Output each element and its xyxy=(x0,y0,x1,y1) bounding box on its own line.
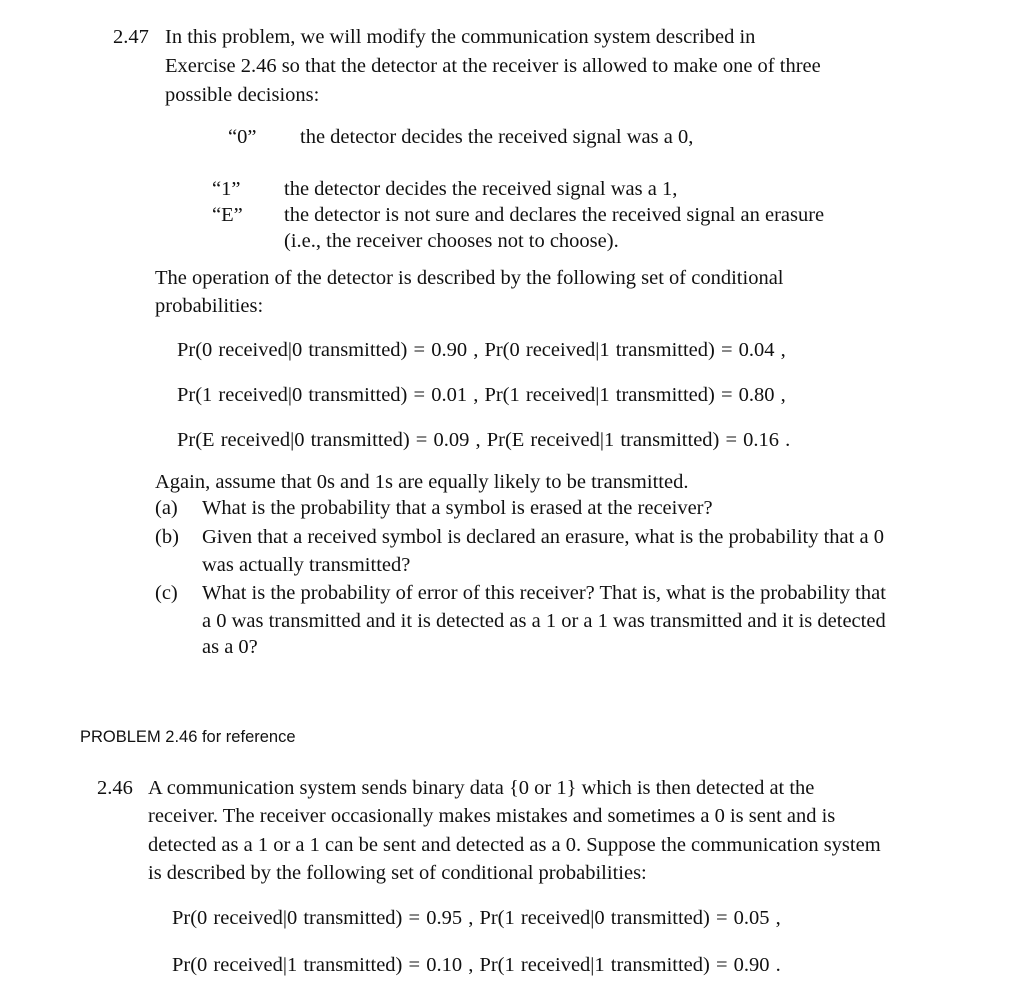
equation: Pr(0 received|1 transmitted) = 0.10 , Pr(1 received|1 transmitted) = 0.90 . xyxy=(172,954,781,976)
equation: Pr(0 received|0 transmitted) = 0.95 , Pr(1 received|0 transmitted) = 0.05 , xyxy=(172,907,781,929)
intro-line: Exercise 2.46 so that the detector at the receiver is allowed to make one of three xyxy=(165,55,821,77)
question-text: was actually transmitted? xyxy=(202,554,411,576)
equation: Pr(E received|0 transmitted) = 0.09 , Pr(E received|1 transmitted) = 0.16 . xyxy=(177,429,791,451)
problem-line: A communication system sends binary data {0 or 1} which is then detected at the xyxy=(148,777,815,799)
decision-text: the detector decides the received signal was a 0, xyxy=(300,126,694,148)
decision-continuation: (i.e., the receiver chooses not to choose). xyxy=(284,230,619,252)
question-label: (a) xyxy=(155,497,178,519)
question-text: What is the probability of error of this receiver? That is, what is the probability that xyxy=(202,582,886,604)
problem-line: detected as a 1 or a 1 can be sent and detected as a 0. Suppose the communication system xyxy=(148,834,881,856)
operation-line: The operation of the detector is described by the following set of conditional xyxy=(155,267,784,289)
operation-line: probabilities: xyxy=(155,295,264,317)
reference-heading: PROBLEM 2.46 for reference xyxy=(80,728,296,746)
question-text: a 0 was transmitted and it is detected as a 1 or a 1 was transmitted and it is detected xyxy=(202,610,886,632)
problem-number: 2.46 xyxy=(97,777,133,799)
decision-text: the detector decides the received signal was a 1, xyxy=(284,178,678,200)
equation: Pr(0 received|0 transmitted) = 0.90 , Pr(0 received|1 transmitted) = 0.04 , xyxy=(177,339,786,361)
question-label: (c) xyxy=(155,582,178,604)
problem-line: receiver. The receiver occasionally makes mistakes and sometimes a 0 is sent and is xyxy=(148,805,836,827)
question-text: What is the probability that a symbol is erased at the receiver? xyxy=(202,497,713,519)
intro-line: In this problem, we will modify the communication system described in xyxy=(165,26,756,48)
intro-line: possible decisions: xyxy=(165,84,320,106)
decision-label: “E” xyxy=(212,204,243,226)
question-text: as a 0? xyxy=(202,636,258,658)
decision-text: the detector is not sure and declares the received signal an erasure xyxy=(284,204,825,226)
decision-label: “1” xyxy=(212,178,241,200)
question-text: Given that a received symbol is declared an erasure, what is the probability that a 0 xyxy=(202,526,884,548)
problem-number: 2.47 xyxy=(113,26,149,48)
decision-label: “0” xyxy=(228,126,257,148)
assumption: Again, assume that 0s and 1s are equally likely to be transmitted. xyxy=(155,471,689,493)
problem-line: is described by the following set of conditional probabilities: xyxy=(148,862,647,884)
question-label: (b) xyxy=(155,526,179,548)
equation: Pr(1 received|0 transmitted) = 0.01 , Pr(1 received|1 transmitted) = 0.80 , xyxy=(177,384,786,406)
